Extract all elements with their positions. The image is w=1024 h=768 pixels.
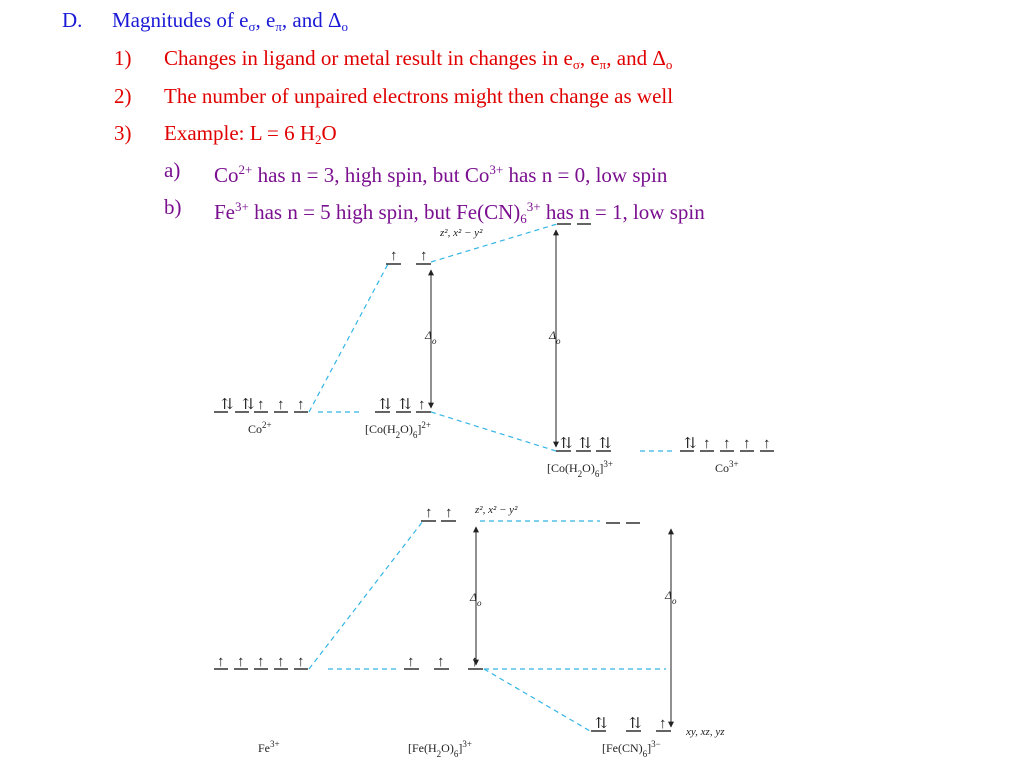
list-item-2: 2) The number of unpaired electrons might then change as well <box>114 84 674 108</box>
electron-up: ↑ <box>407 654 415 670</box>
co-h2o-3-label: $[Co(H_2O)_6]^{3+}$ <box>547 459 613 479</box>
delta-o-label: $\Delta_o$ <box>425 328 437 346</box>
electron-up: ↑ <box>420 248 428 264</box>
electron-pair: ⇅ <box>399 397 412 413</box>
correlation-lines <box>309 521 666 731</box>
diagram-iron <box>214 504 725 759</box>
electron-up: ↑ <box>277 654 285 670</box>
electron-pair: ⇅ <box>684 436 697 452</box>
co2-label: $Co^{2+}$ <box>248 420 272 436</box>
correlation-lines <box>309 224 672 451</box>
list-item-1: 1) Changes in ligand or metal result in changes in $e_\sigma$, $e_\pi$, and $\Delta_o$ <box>114 46 673 72</box>
electron-up: ↑ <box>437 654 445 670</box>
electron-up: ↑ <box>425 505 433 521</box>
electron-up: ↑ <box>277 397 285 413</box>
subitem-a: a) $Co^{2+}$ has n = 3, high spin, but $Co^{3+}$ has n = 0, low spin <box>164 158 668 187</box>
electron-up: ↑ <box>743 436 751 452</box>
electron-up: ↑ <box>763 436 771 452</box>
electron-up: ↑ <box>237 654 245 670</box>
electron-up: ↑ <box>723 436 731 452</box>
fe3-label: $Fe^{3+}$ <box>258 739 280 755</box>
electron-up: ↑ <box>257 654 265 670</box>
electron-up: ↑ <box>471 654 479 670</box>
electron-up: ↑ <box>418 397 426 413</box>
electron-up: ↑ <box>445 505 453 521</box>
electron-pair: ⇅ <box>560 436 573 452</box>
electron-pair: ⇅ <box>579 436 592 452</box>
eg-orbital-label: z², x² − y² <box>475 504 518 516</box>
delta-o-label: $\Delta_o$ <box>549 328 561 346</box>
electron-pair: ⇅ <box>379 397 392 413</box>
electron-up: ↑ <box>297 397 305 413</box>
co-h2o-2-label: $[Co(H_2O)_6]^{2+}$ <box>365 420 431 440</box>
list-item-3: 3) Example: L = 6 $H_2O$ <box>114 121 337 147</box>
co3-label: $Co^{3+}$ <box>715 459 739 475</box>
diagram-cobalt <box>214 224 774 479</box>
electron-up: ↑ <box>297 654 305 670</box>
electron-up: ↑ <box>217 654 225 670</box>
electron-pair: ⇅ <box>629 716 642 732</box>
electron-up: ↑ <box>659 716 667 732</box>
electron-up: ↑ <box>390 248 398 264</box>
delta-o-label: $\Delta_o$ <box>470 590 482 608</box>
delta-o-label: $\Delta_o$ <box>665 588 677 606</box>
electron-up: ↑ <box>703 436 711 452</box>
electron-pair: ⇅ <box>595 716 608 732</box>
electron-pair: ⇅ <box>599 436 612 452</box>
heading-letter: D. <box>62 8 83 32</box>
heading-line: D. Magnitudes of $e_\sigma$, $e_\pi$, and $\Delta_o$ <box>62 8 348 34</box>
fe-h2o-label: $[Fe(H_2O)_6]^{3+}$ <box>408 739 472 759</box>
t2g-orbital-label: xy, xz, yz <box>686 726 725 738</box>
fe-cn-label: $[Fe(CN)_6]^{3-}$ <box>602 739 661 759</box>
electron-pair: ⇅ <box>221 397 234 413</box>
electron-up: ↑ <box>257 397 265 413</box>
electron-pair: ⇅ <box>242 397 255 413</box>
eg-orbital-label: z², x² − y² <box>440 227 483 239</box>
subitem-b: b) $Fe^{3+}$ has n = 5 high spin, but $Fe(CN)_6^{3+}$ has n = 1, low spin <box>164 195 705 226</box>
heading-text: Magnitudes of e <box>112 8 249 32</box>
